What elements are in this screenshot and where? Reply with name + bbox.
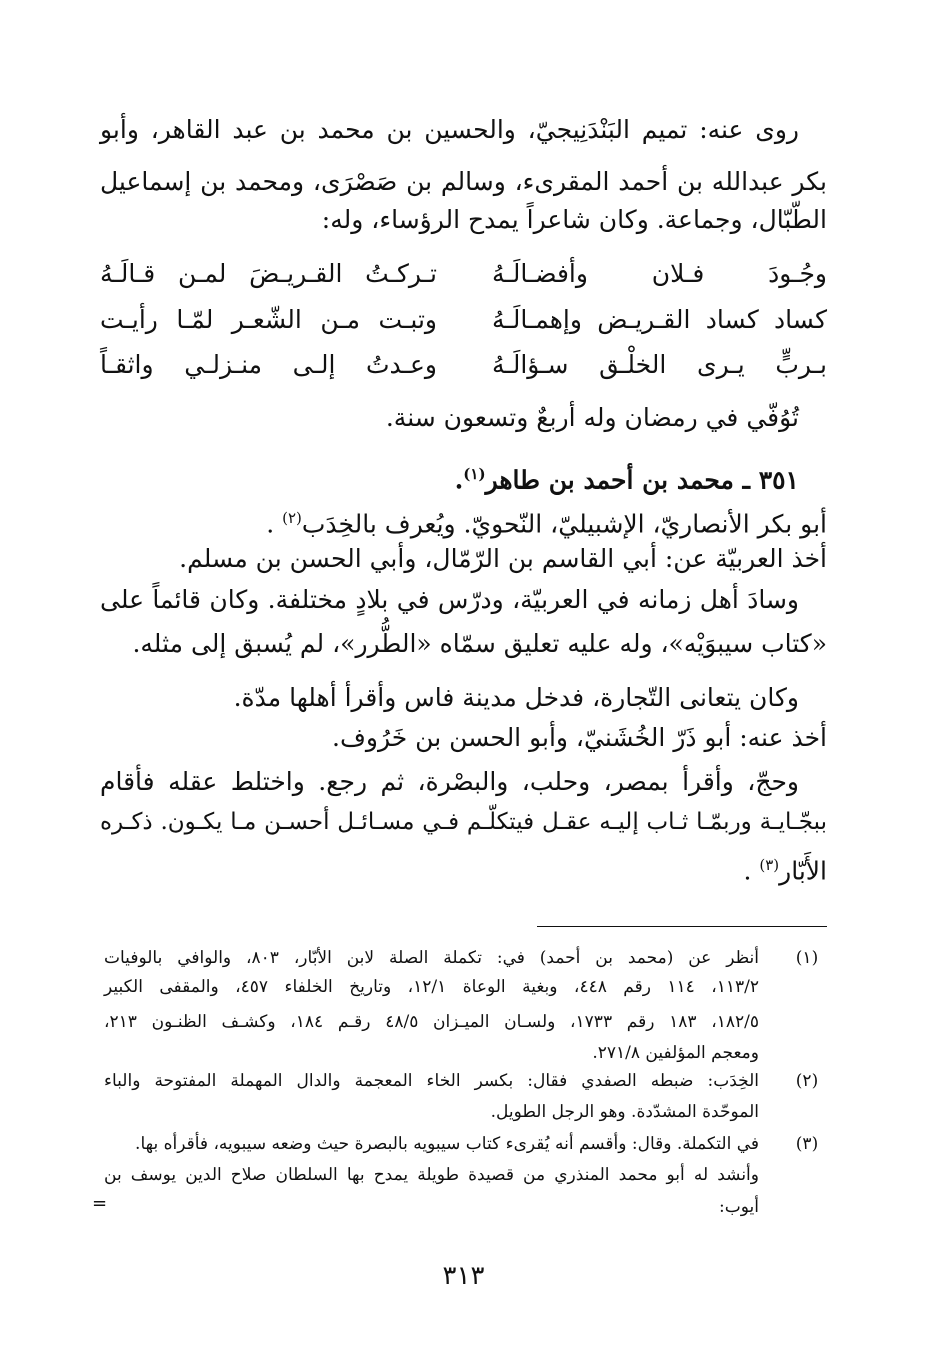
text-line: أخذ عنه: أبو ذَرّ الخُشَنيّ، وأبو الحسن بن خَرُوف.	[332, 723, 827, 752]
footnote-line: في التكملة. وقال: وأقسم أنه يُقرىء كتاب سيبويه بالبصرة حيث وضعه سيبويه، فأقرأه بها.	[135, 1134, 759, 1154]
verse-second-hemistich: بـربٍّ يـرى الخلْـق سـؤالَـهُ	[492, 350, 827, 379]
footnote-ref: (٣)	[759, 856, 780, 874]
text-line: وكان يتعانى التّجارة، فدخل مدينة فاس وأقرأ أهلها مدّة.	[233, 683, 799, 712]
footnote-line: أيوب:	[719, 1197, 759, 1217]
text-line: بكر عبدالله بن أحمد المقرىء، وسالم بن صَصْرَى، ومحمد بن إسماعيل	[100, 167, 827, 196]
text-line: الأَبّار$^{(٣)}$ .	[743, 856, 827, 886]
text-line: «كتاب سيبوَيْه»، وله عليه تعليق سمّاه «الطُّرر»، لم يُسبق إلى مثله.	[132, 629, 827, 658]
text-line: أخذ العربيّة عن: أبي القاسم بن الرّمّال، وأبي الحسن بن مسلم.	[179, 544, 827, 573]
footnote-line: ١٨٢/٥، ١٨٣ رقم ١٧٣٣، ولسـان الميـزان ٤٨/٥ رقـم ١٨٤، وكشـف الظنـون ٢١٣،	[104, 1012, 759, 1032]
entry-heading: ٣٥١ ـ محمد بن أحمد بن طاهر$^{(١)}$.	[454, 465, 799, 495]
entry-number: ٣٥١	[758, 465, 799, 495]
verse-first-hemistich: تـركـتُ القـريـضَ لمـن قـالَـهُ	[100, 259, 437, 288]
footnote-ref: (٢)	[282, 509, 302, 527]
text-line: الطّبّال، وجماعة. وكان شاعراً يمدح الرؤساء، وله:	[321, 205, 827, 234]
footnote-number: (١)	[795, 948, 819, 968]
footnote-line: أنظر عن (محمد بن أحمد) في: تكملة الصلة لابن الأبّار، ٨٠٣، والوافي بالوفيات	[104, 948, 759, 968]
entry-title: ـ محمد بن أحمد بن طاهر	[485, 465, 750, 495]
footnote-line: الخِدَب: ضبطه الصفدي فقال: بكسر الخاء المعجمة والدال المهملة المفتوحة والباء	[104, 1071, 759, 1091]
verse-second-hemistich: كساد كساد القـريـض وإهمـالَـهُ	[492, 305, 827, 334]
text-line: روى عنه: تميم البَنْدَنِيجيّ، والحسين بن محمد بن عبد القاهر، وأبو	[100, 115, 799, 144]
text-line: أبو بكر الأنصاريّ، الإشبيليّ، النّحويّ. ويُعرف بالخِدَب$^{(٢)}$ .	[266, 509, 827, 539]
text-line: وحجّ، وأقرأ بمصر، وحلب، والبصْرة، ثم رجع. واختلط عقله فأقام	[100, 767, 799, 796]
footnote-line: ١١٣/٢، ١١٤ رقم ٤٤٨، وبغية الوعاة ١٢/١، وتاريخ الخلفاء ٤٥٧، والمقفى الكبير	[104, 977, 759, 997]
footnote-separator	[537, 926, 827, 927]
text-line: وسادَ أهل زمانه في العربيّة، ودرّس في بلادٍ مختلفة. وكان قائماً على	[100, 585, 799, 614]
footnote-line: ومعجم المؤلفين ٢٧١/٨.	[592, 1043, 759, 1063]
text-line: ببجّـايـة وربمّـا ثـاب إليـه عقـل فيتكلّـم فـي مسـائـل أحسـن مـا يكـون. ذكـره	[100, 809, 827, 835]
page-number: ٣١٣	[442, 1261, 485, 1291]
death-line: تُوُفّي في رمضان وله أربعٌ وتسعون سنة.	[385, 403, 799, 432]
verse-second-hemistich: وجُـودَ فـلان وأفضـالَـهُ	[492, 259, 827, 288]
verse-first-hemistich: وعـدتُ إلـى منـزلـي واثقـاً	[100, 350, 437, 379]
continuation-mark: =	[92, 1193, 108, 1214]
footnote-ref: (١)	[463, 465, 486, 483]
footnote-line: الموحّدة المشدّدة. وهو الرجل الطويل.	[490, 1102, 759, 1122]
verse-first-hemistich: وتبـت مـن الشّعـر لمّـا رأيـت	[100, 305, 437, 334]
footnote-number: (٢)	[795, 1071, 819, 1091]
footnote-line: وأنشد له أبو محمد المنذري من قصيدة طويلة يمدح بها السلطان صلاح الدين يوسف بن	[104, 1165, 759, 1185]
author-name: الأَبّار	[779, 856, 827, 886]
footnote-number: (٣)	[795, 1134, 819, 1154]
kunya-text: أبو بكر الأنصاريّ، الإشبيليّ، النّحويّ. ويُعرف بالخِدَب	[301, 509, 827, 539]
